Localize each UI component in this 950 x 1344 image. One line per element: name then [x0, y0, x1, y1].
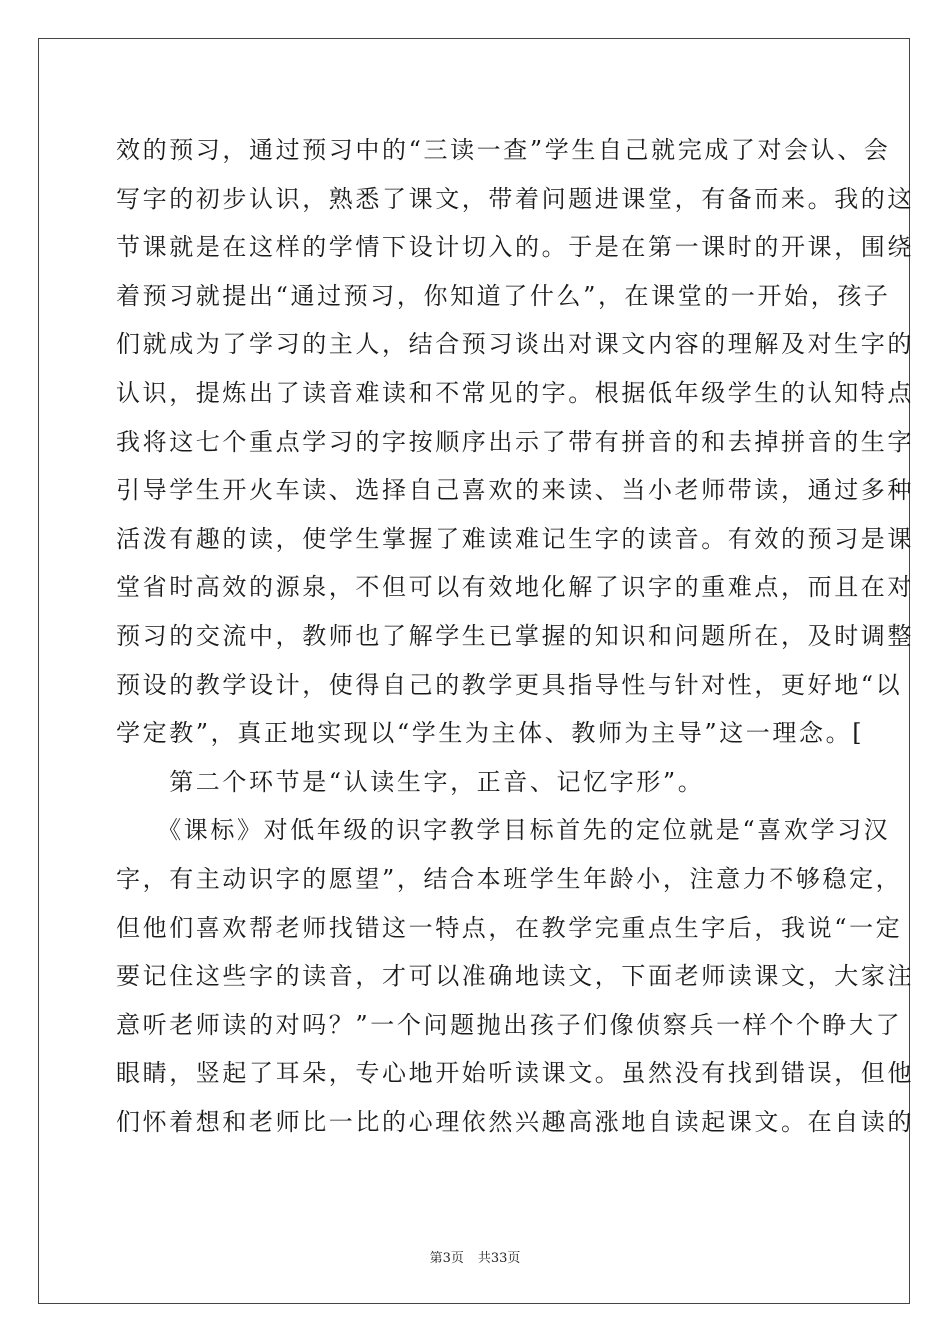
text-line: 认识，提炼出了读音难读和不常见的字。根据低年级学生的认知特点	[116, 378, 914, 407]
page-footer	[0, 1247, 950, 1266]
text-line: 效的预习，通过预习中的“三读一查”学生自己就完成了对会认、会	[116, 136, 891, 164]
text-line: 但他们喜欢帮老师找错这一特点，在教学完重点生字后，我说“一定	[116, 913, 903, 942]
text-line: 学定教”，真正地实现以“学生为主体、教师为主导”这一理念。[	[116, 719, 865, 748]
text-line: 意听老师读的对吗？”一个问题抛出孩子们像侦察兵一样个个睁大了	[116, 1010, 903, 1039]
page-number-total: 共33页	[477, 1251, 521, 1266]
text-line: 字，有主动识字的愿望”，结合本班学生年龄小，注意力不够稳定，	[116, 864, 903, 893]
text-line: 写字的初步认识，熟悉了课文，带着问题进课堂，有备而来。我的这	[116, 184, 914, 213]
text-line: 节课就是在这样的学情下设计切入的。于是在第一课时的开课，围绕	[116, 233, 914, 262]
text-line: 我将这七个重点学习的字按顺序出示了带有拼音的和去掉拼音的生字	[116, 427, 914, 456]
text-line: 们怀着想和老师比一比的心理依然兴趣高涨地自读起课文。在自读的	[116, 1107, 914, 1136]
page-number-current: 第3页	[429, 1251, 464, 1266]
text-line: 们就成为了学习的主人，结合预习谈出对课文内容的理解及对生字的	[116, 330, 914, 359]
text-line: 《课标》对低年级的识字教学目标首先的定位就是“喜欢学习汉	[116, 816, 891, 845]
text-line: 活泼有趣的读，使学生掌握了难读难记生字的读音。有效的预习是课	[116, 524, 914, 553]
text-line: 眼睛，竖起了耳朵，专心地开始听读课文。虽然没有找到错误，但他	[116, 1059, 914, 1088]
text-line: 要记住这些字的读音，才可以准确地读文，下面老师读课文，大家注	[116, 962, 914, 991]
text-line: 第二个环节是“认读生字，正音、记忆字形”。	[116, 767, 705, 796]
body-text	[116, 126, 914, 1146]
text-line: 堂省时高效的源泉，不但可以有效地化解了识字的重难点，而且在对	[116, 573, 914, 602]
text-line: 引导学生开火车读、选择自己喜欢的来读、当小老师带读，通过多种	[116, 476, 914, 505]
text-line: 预习的交流中，教师也了解学生已掌握的知识和问题所在，及时调整	[116, 621, 914, 650]
text-line: 着预习就提出“通过预习，你知道了什么”，在课堂的一开始，孩子	[116, 281, 891, 310]
text-line: 预设的教学设计，使得自己的教学更具指导性与针对性，更好地“以	[116, 670, 903, 699]
